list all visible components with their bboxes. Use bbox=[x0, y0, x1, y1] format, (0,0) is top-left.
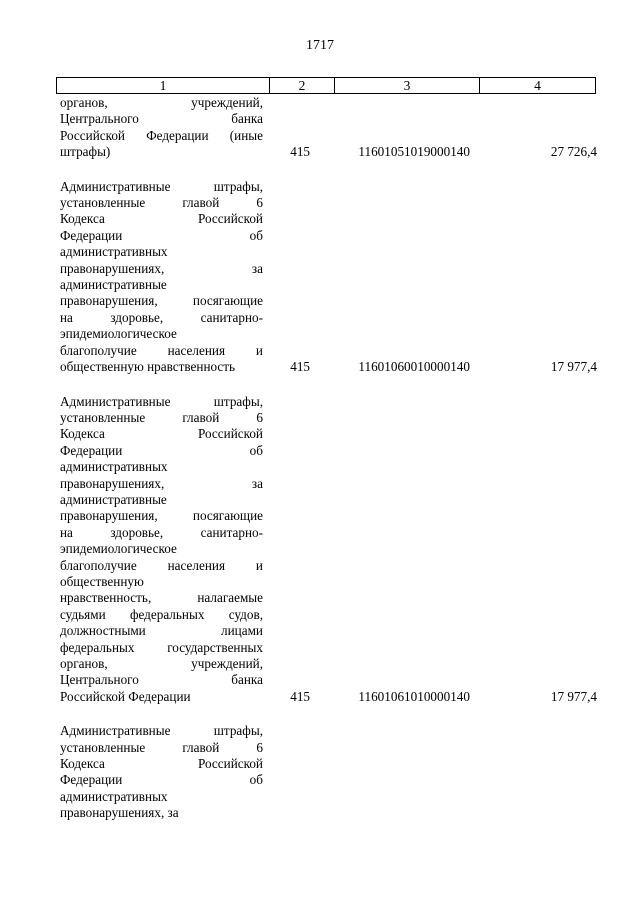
description-line: Федерации об bbox=[60, 442, 263, 458]
header-col-1: 1 bbox=[57, 78, 270, 93]
row-budget-code: 11601060010000140 bbox=[358, 359, 470, 375]
description-line: общественную нравственность bbox=[60, 359, 236, 375]
row-admin-code: 415 bbox=[290, 688, 310, 704]
description-line: административных bbox=[60, 244, 168, 260]
description-line: правонарушениях, за bbox=[60, 260, 263, 276]
row-description bbox=[60, 95, 263, 161]
description-line: Федерации об bbox=[60, 772, 263, 788]
row-admin-code: 415 bbox=[290, 144, 310, 160]
description-line: благополучие населения и bbox=[60, 342, 263, 358]
row-description bbox=[60, 723, 263, 821]
description-line: правонарушениях, за bbox=[60, 475, 263, 491]
description-line: установленные главой 6 bbox=[60, 195, 263, 211]
description-line: установленные главой 6 bbox=[60, 739, 263, 755]
description-line: общественную bbox=[60, 573, 144, 589]
description-line: Федерации об bbox=[60, 227, 263, 243]
header-col-3: 3 bbox=[335, 78, 480, 93]
description-line: установленные главой 6 bbox=[60, 409, 263, 425]
row-budget-code: 11601051019000140 bbox=[358, 144, 470, 160]
description-line: Центрального банка bbox=[60, 672, 263, 688]
description-line: благополучие населения и bbox=[60, 557, 263, 573]
row-description bbox=[60, 179, 263, 376]
description-line: эпидемиологическое bbox=[60, 326, 177, 342]
description-line: административные bbox=[60, 491, 167, 507]
description-line: Кодекса Российской bbox=[60, 426, 263, 442]
description-line: на здоровье, санитарно- bbox=[60, 524, 263, 540]
description-line: органов, учреждений, bbox=[60, 656, 263, 671]
header-col-2: 2 bbox=[270, 78, 335, 93]
description-line: правонарушениях, за bbox=[60, 805, 179, 821]
description-line: штрафы) bbox=[60, 144, 111, 160]
description-line: административных bbox=[60, 788, 168, 804]
row-description bbox=[60, 394, 263, 706]
header-col-4: 4 bbox=[534, 78, 541, 93]
row-amount: 27 726,4 bbox=[550, 144, 597, 160]
row-amount: 17 977,4 bbox=[550, 688, 597, 704]
row-budget-code: 11601061010000140 bbox=[358, 688, 470, 704]
description-line: органов, учреждений, bbox=[60, 95, 263, 110]
row-admin-code: 415 bbox=[290, 359, 310, 375]
description-line: должностными лицами bbox=[60, 623, 263, 639]
table-row bbox=[60, 723, 600, 821]
description-line: Административные штрафы, bbox=[60, 393, 263, 409]
description-line: Кодекса Российской bbox=[60, 211, 263, 227]
description-line: Административные штрафы, bbox=[60, 178, 263, 194]
table-row bbox=[60, 394, 600, 706]
table-row bbox=[60, 179, 600, 376]
description-line: судьями федеральных судов, bbox=[60, 606, 263, 622]
description-line: на здоровье, санитарно- bbox=[60, 309, 263, 325]
table-header bbox=[56, 77, 596, 94]
description-line: Российской Федерации bbox=[60, 688, 191, 704]
page-number: 1717 bbox=[306, 38, 334, 53]
description-line: Центрального банка bbox=[60, 111, 263, 127]
description-line: эпидемиологическое bbox=[60, 541, 177, 557]
description-line: правонарушения, посягающие bbox=[60, 293, 263, 309]
description-line: Административные штрафы, bbox=[60, 723, 263, 739]
table-body bbox=[60, 95, 600, 840]
table-row bbox=[60, 95, 600, 161]
row-amount: 17 977,4 bbox=[550, 359, 597, 375]
description-line: Кодекса Российской bbox=[60, 756, 263, 772]
description-line: федеральных государственных bbox=[60, 639, 263, 655]
description-line: административные bbox=[60, 277, 167, 293]
description-line: нравственность, налагаемые bbox=[60, 590, 263, 606]
description-line: правонарушения, посягающие bbox=[60, 508, 263, 524]
description-line: административных bbox=[60, 459, 168, 475]
description-line: Российской Федерации (иные bbox=[60, 127, 263, 143]
